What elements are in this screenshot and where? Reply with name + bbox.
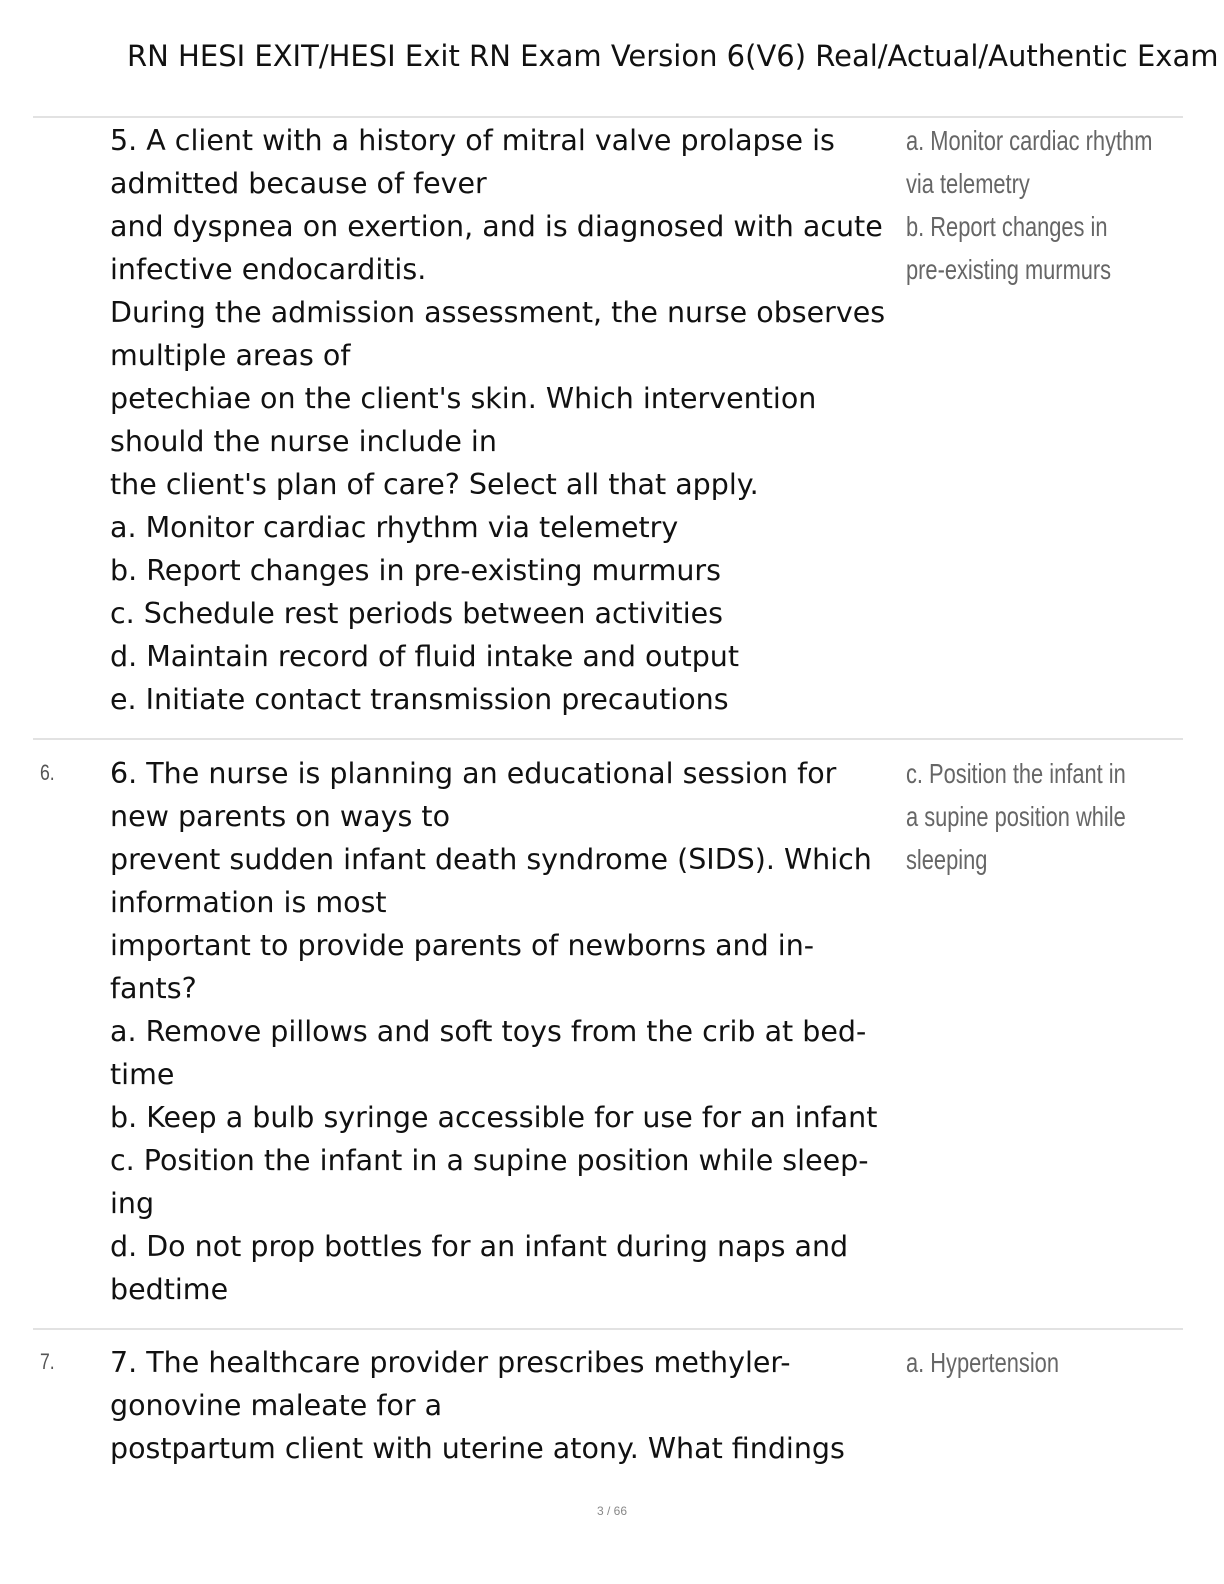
option-line: e. Initiate contact transmission precautions <box>110 683 729 716</box>
answer-line: c. Position the infant in <box>906 758 1126 789</box>
question-number: 6. <box>40 760 55 785</box>
option-line: a. Remove pillows and soft toys from the crib at bed- <box>110 1015 867 1048</box>
option-line: b. Keep a bulb syringe accessible for use for an infant <box>110 1101 878 1134</box>
option-line: bedtime <box>110 1273 229 1306</box>
question-line: admitted because of fever <box>110 167 487 200</box>
answer-line: a. Monitor cardiac rhythm <box>906 125 1153 156</box>
question-line: infective endocarditis. <box>110 253 427 286</box>
question-line: postpartum client with uterine atony. What findings <box>110 1432 845 1465</box>
question-line: and dyspnea on exertion, and is diagnosed with acute <box>110 210 883 243</box>
question-5-text <box>110 119 900 721</box>
question-line: prevent sudden infant death syndrome (SIDS). Which <box>110 843 872 876</box>
question-line: the client's plan of care? Select all that apply. <box>110 468 759 501</box>
answer-line: sleeping <box>906 844 988 875</box>
question-line: During the admission assessment, the nurse observes <box>110 296 886 329</box>
divider <box>33 116 1183 118</box>
divider <box>33 738 1183 740</box>
question-line: important to provide parents of newborns and in- <box>110 929 815 962</box>
question-line: fants? <box>110 972 197 1005</box>
question-7-text <box>110 1341 900 1470</box>
question-line: multiple areas of <box>110 339 351 372</box>
option-line: ing <box>110 1187 155 1220</box>
question-6-answer <box>906 752 1140 881</box>
question-line: 7. The healthcare provider prescribes methyler- <box>110 1346 791 1379</box>
document-header: RN HESI EXIT/HESI Exit RN Exam Version 6(V6) Real/Actual/Authentic Exam <box>127 39 1219 73</box>
option-line: d. Do not prop bottles for an infant during naps and <box>110 1230 849 1263</box>
option-line: d. Maintain record of fluid intake and output <box>110 640 740 673</box>
page-number: 3 / 66 <box>596 1504 628 1518</box>
question-line: information is most <box>110 886 387 919</box>
option-line: time <box>110 1058 175 1091</box>
question-6-text <box>110 752 900 1311</box>
answer-line: a. Hypertension <box>906 1347 1059 1378</box>
answer-line: via telemetry <box>906 168 1030 199</box>
option-line: b. Report changes in pre-existing murmurs <box>110 554 721 587</box>
answer-line: a supine position while <box>906 801 1126 832</box>
question-line: petechiae on the client's skin. Which intervention <box>110 382 817 415</box>
question-line: should the nurse include in <box>110 425 497 458</box>
question-7-answer <box>906 1341 1140 1384</box>
question-5-answer <box>906 119 1153 291</box>
question-line: gonovine maleate for a <box>110 1389 443 1422</box>
option-line: c. Position the infant in a supine position while sleep- <box>110 1144 869 1177</box>
question-line: 5. A client with a history of mitral valve prolapse is <box>110 124 835 157</box>
option-line: c. Schedule rest periods between activities <box>110 597 724 630</box>
question-line: new parents on ways to <box>110 800 451 833</box>
option-line: a. Monitor cardiac rhythm via telemetry <box>110 511 679 544</box>
answer-line: pre-existing murmurs <box>906 254 1112 285</box>
question-number: 7. <box>40 1349 55 1374</box>
divider <box>33 1328 1183 1330</box>
question-line: 6. The nurse is planning an educational session for <box>110 757 837 790</box>
answer-line: b. Report changes in <box>906 211 1108 242</box>
